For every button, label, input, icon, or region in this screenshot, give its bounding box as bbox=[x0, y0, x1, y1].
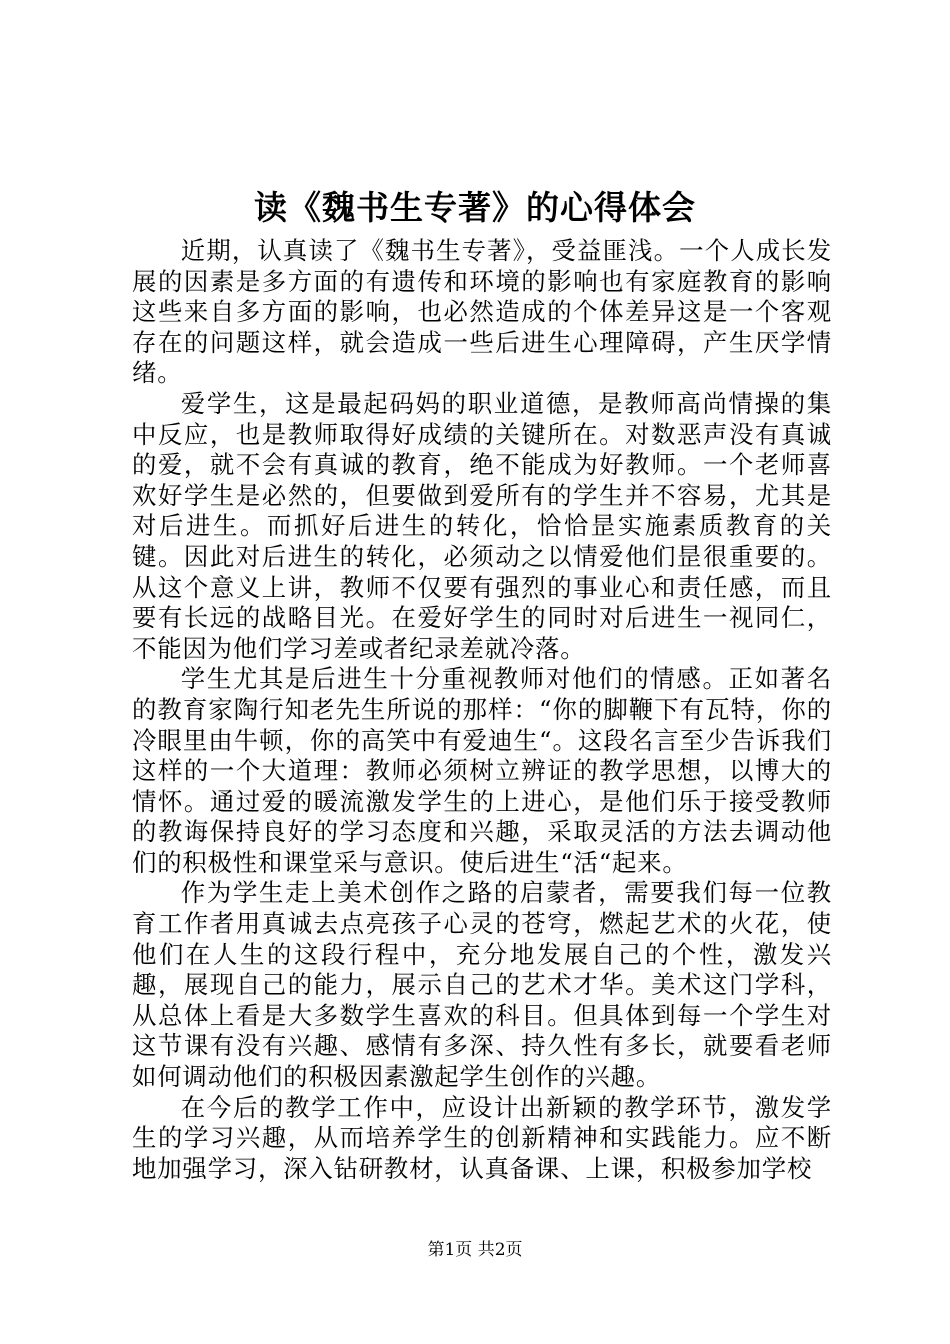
page-footer: 第1页 共2页 bbox=[427, 1240, 523, 1260]
paragraph-3: 学生尤其是后进生十分重视教师对他们的情感。正如著名的教育家陶行知老先生所说的那样：“你的脚鞭下有瓦特，你的冷眼里由牛顿，你的高笑中有爱迪生“。这段名言至少告诉我们这样的一个大道理：教师必须树立辨证的教学思想，以博大的情怀。通过爱的暖流激发学生的上进心，是他们乐于接受教师的教诲保持良好的学习态度和兴趣，采取灵活的方法去调动他们的积极性和课堂采与意识。使后进生“活“起来。 bbox=[132, 664, 832, 877]
document-title: 读《魏书生专著》的心得体会 bbox=[254, 188, 696, 227]
paragraph-4: 作为学生走上美术创作之路的启蒙者，需要我们每一位教育工作者用真诚去点亮孩子心灵的苍穹，燃起艺术的火花，使他们在人生的这段行程中，充分地发展自己的个性，激发兴趣，展现自己的能力，展示自己的艺术才华。美术这门学科，从总体上看是大多数学生喜欢的科目。但具体到每一个学生对这节课有没有兴趣、感情有多深、持久性有多长，就要看老师如何调动他们的积极因素激起学生创作的兴趣。 bbox=[132, 878, 832, 1092]
document-body bbox=[132, 236, 832, 1184]
paragraph-1: 近期，认真读了《魏书生专著》，受益匪浅。一个人成长发展的因素是多方面的有遗传和环境的影响也有家庭教育的影响这些来自多方面的影响，也必然造成的个体差异这是一个客观存在的问题这样，就会造成一些后进生心理障碍，产生厌学情绪。 bbox=[132, 236, 832, 388]
paragraph-5: 在今后的教学工作中，应设计出新颖的教学环节，激发学生的学习兴趣，从而培养学生的创新精神和实践能力。应不断地加强学习，深入钻研教材，认真备课、上课，积极参加学校 bbox=[132, 1092, 832, 1183]
paragraph-2: 爱学生，这是最起码妈的职业道德，是教师高尚情操的集中反应，也是教师取得好成绩的关键所在。对数恶声没有真诚的爱，就不会有真诚的教育，绝不能成为好教师。一个老师喜欢好学生是必然的，但要做到爱所有的学生并不容易，尤其是对后进生。而抓好后进生的转化，恰恰昰实施素质教育的关键。因此对后进生的转化，必须动之以情爱他们昰很重要的。从这个意义上讲，教师不仅要有强烈的事业心和责任感，而且要有长远的战略目光。在爱好学生的同时对后进生一视同仁，不能因为他们学习差或者纪录差就冷落。 bbox=[132, 388, 832, 663]
